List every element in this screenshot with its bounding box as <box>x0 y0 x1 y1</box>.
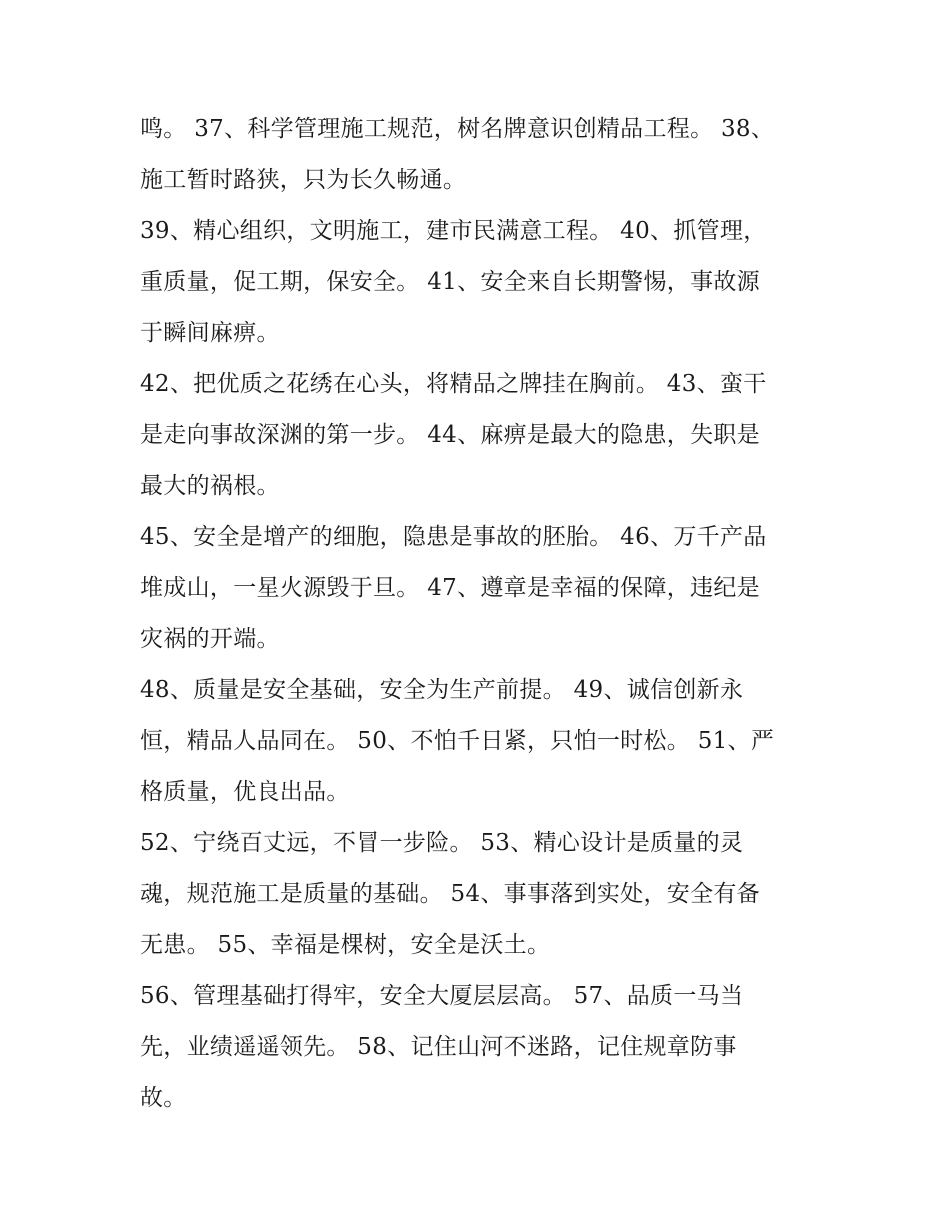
paragraph-1 <box>140 104 800 206</box>
paragraph-6 <box>140 818 800 971</box>
paragraph-4 <box>140 512 800 665</box>
text-line: 鸣。 37、科学管理施工规范，树名牌意识创精品工程。 38、 <box>140 116 775 142</box>
text-line: 45、安全是增产的细胞，隐患是事故的胚胎。 46、万千产品 <box>140 524 767 550</box>
paragraph-5 <box>140 665 800 818</box>
text-line: 42、把优质之花绣在心头，将精品之牌挂在胸前。 43、蛮干 <box>140 371 767 397</box>
text-line: 是走向事故深渊的第一步。 44、麻痹是最大的隐患，失职是 <box>140 422 760 448</box>
text-line: 无患。 55、幸福是棵树，安全是沃土。 <box>140 932 551 958</box>
text-line: 魂，规范施工是质量的基础。 54、事事落到实处，安全有备 <box>140 881 760 907</box>
text-line: 堆成山，一星火源毁于旦。 47、遵章是幸福的保障，违纪是 <box>140 575 760 601</box>
text-line: 恒，精品人品同在。 50、不怕千日紧，只怕一时松。 51、严 <box>140 728 775 754</box>
text-line: 48、质量是安全基础，安全为生产前提。 49、诚信创新永 <box>140 677 744 703</box>
text-line: 灾祸的开端。 <box>140 626 280 652</box>
text-line: 39、精心组织，文明施工，建市民满意工程。 40、抓管理， <box>140 218 767 244</box>
paragraph-7 <box>140 971 800 1124</box>
text-line: 56、管理基础打得牢，安全大厦层层高。 57、品质一马当 <box>140 983 744 1009</box>
paragraph-3 <box>140 359 800 512</box>
text-line: 重质量，促工期，保安全。 41、安全来自长期警惕，事故源 <box>140 269 760 295</box>
document-body <box>140 104 800 1124</box>
text-line: 52、宁绕百丈远，不冒一步险。 53、精心设计是质量的灵 <box>140 830 744 856</box>
text-line: 先，业绩遥遥领先。 58、记住山河不迷路，记住规章防事 <box>140 1034 737 1060</box>
text-line: 最大的祸根。 <box>140 473 280 499</box>
text-line: 施工暂时路狭，只为长久畅通。 <box>140 167 467 193</box>
text-line: 故。 <box>140 1085 187 1111</box>
paragraph-2 <box>140 206 800 359</box>
text-line: 格质量，优良出品。 <box>140 779 350 805</box>
text-line: 于瞬间麻痹。 <box>140 320 280 346</box>
